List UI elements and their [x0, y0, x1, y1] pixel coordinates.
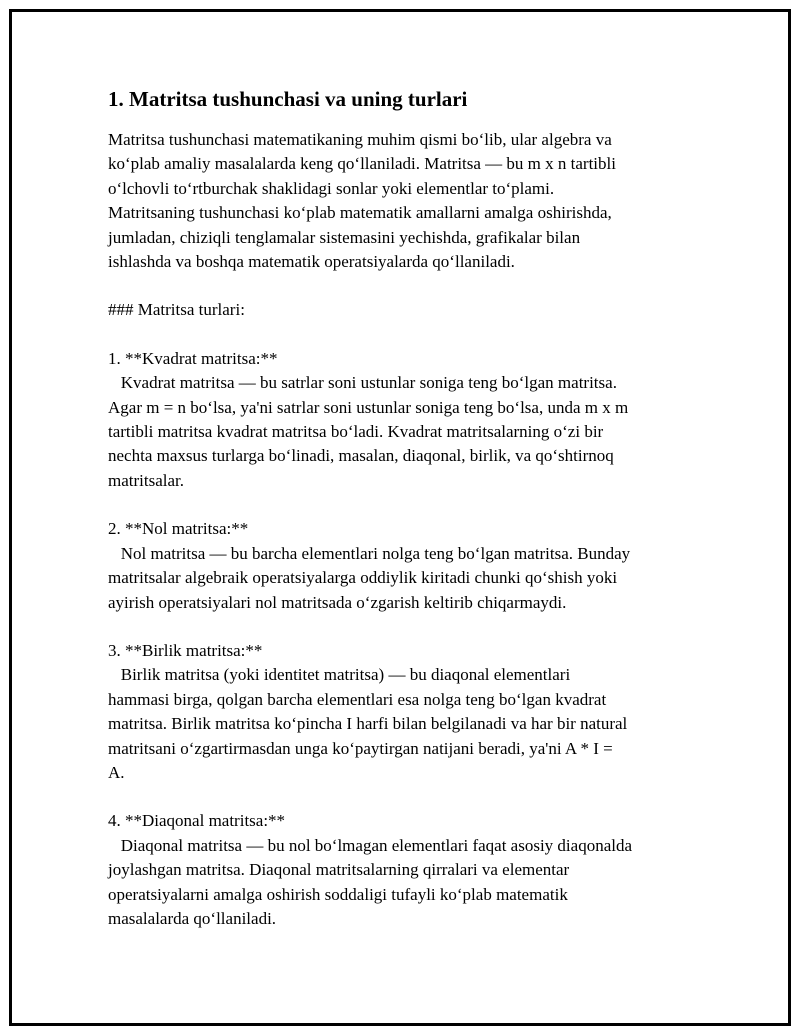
document-page — [108, 86, 688, 931]
item-heading-diaqonal: 4. **Diaqonal matritsa:** — [108, 811, 286, 831]
item-body-nol: Nol matritsa — bu barcha elementlari nolga teng bo‘lgan matritsa. Bunday matritsalar algebraik operatsiyalarga oddiylik kiritadi chunki qo‘shish yoki ayirish operatsiyalari nol matritsada o‘zgarish keltirib chiqarmaydi. — [108, 543, 631, 612]
item-body-kvadrat: Kvadrat matritsa — bu satrlar soni ustunlar soniga teng bo‘lgan matritsa. Agar m = n bo‘lsa, ya'ni satrlar soni ustunlar soniga teng bo‘lsa, unda m x m tartibli matritsa kvadrat matritsa bo‘ladi. Kvadrat matritsalarning o‘zi bir nechta maxsus turlarga bo‘linadi, masalan, diaqonal, birlik, va qo‘shtirnoq matritsalar. — [108, 373, 629, 490]
document-title: 1. Matritsa tushunchasi va uning turlari — [108, 87, 468, 111]
section-heading: ### Matritsa turlari: — [108, 300, 245, 320]
item-heading-kvadrat: 1. **Kvadrat matritsa:** — [108, 348, 278, 368]
spacer — [108, 274, 688, 298]
item-heading-birlik: 3. **Birlik matritsa:** — [108, 640, 263, 660]
spacer — [108, 785, 688, 809]
item-body-diaqonal: Diaqonal matritsa — bu nol bo‘lmagan elementlari faqat asosiy diaqonalda joylashgan matritsa. Diaqonal matritsalarning qirralari va elementar operatsiyalarni amalga oshirish soddaligi tufayli ko‘plab matematik masalalarda qo‘llaniladi. — [108, 835, 633, 928]
item-heading-nol: 2. **Nol matritsa:** — [108, 519, 249, 539]
spacer — [108, 615, 688, 639]
spacer — [108, 493, 688, 517]
item-body-birlik: Birlik matritsa (yoki identitet matritsa) — bu diaqonal elementlari hammasi birga, qolgan barcha elementlari esa nolga teng bo‘lgan kvadrat matritsa. Birlik matritsa ko‘pincha I harfi bilan belgilanadi va har bir natural matritsani o‘zgartirmasdan unga ko‘paytirgan natijani beradi, ya'ni A * I = A. — [108, 665, 628, 782]
intro-paragraph: Matritsa tushunchasi matematikaning muhim qismi bo‘lib, ular algebra va ko‘plab amaliy masalalarda keng qo‘llaniladi. Matritsa — bu m x n tartibli o‘lchovli to‘rtburchak shaklidagi sonlar yoki elementlar to‘plami. Matritsaning tushunchasi ko‘plab matematik amallarni amalga oshirishda, jumladan, chiziqli tenglamalar sistemasini yechishda, grafikalar bilan ishlashda va boshqa matematik operatsiyalarda qo‘llaniladi. — [108, 130, 616, 272]
spacer — [108, 323, 688, 347]
